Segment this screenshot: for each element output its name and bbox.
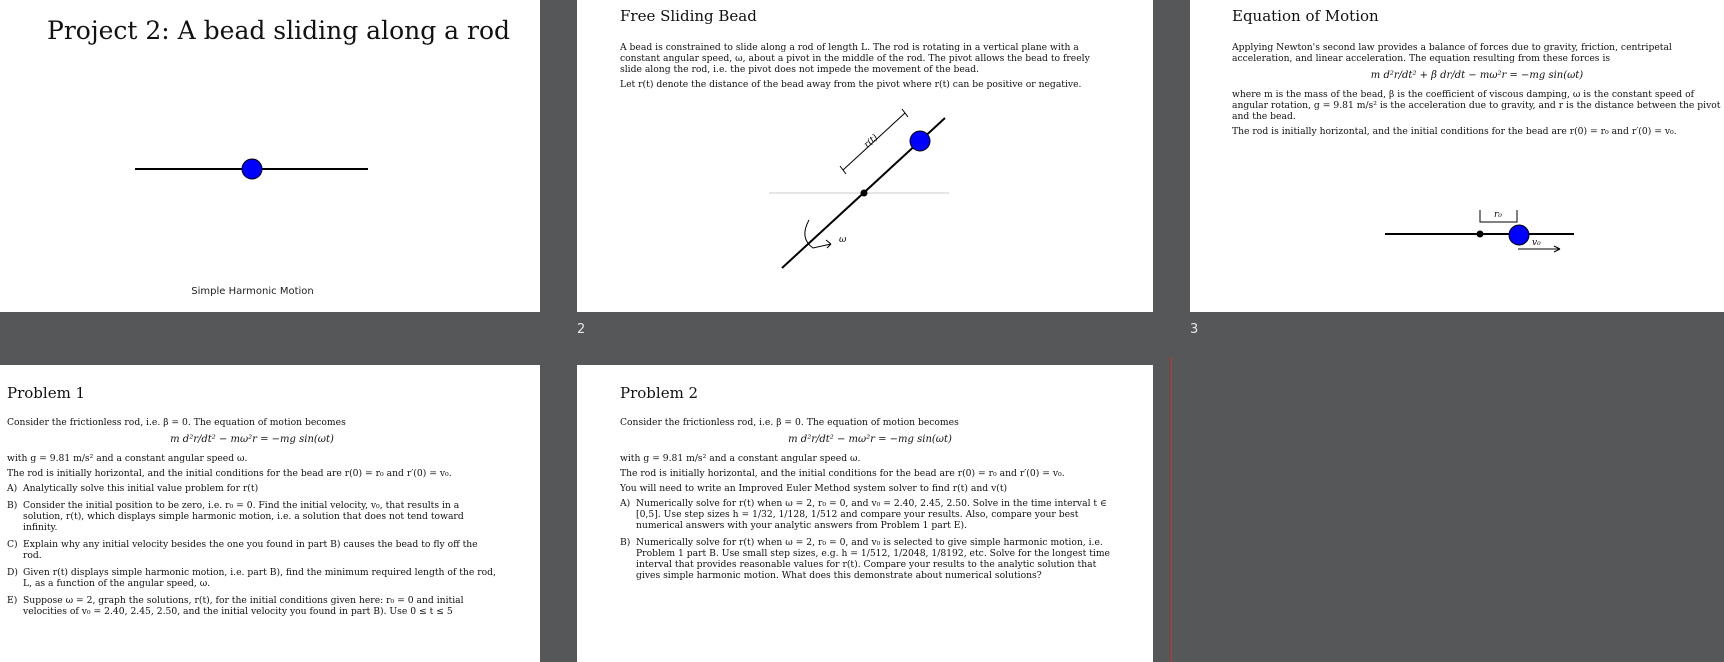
slide-5[interactable] bbox=[577, 365, 1153, 662]
r-label: r(t) bbox=[862, 132, 881, 151]
list-item: A) Numerically solve for r(t) when ω = 2, r₀ = 0, and v₀ = 2.40, 2.45, 2.50. Solve in the time interval t ∈ [0,5]. Use step sizes h = 1/32, 1/128, 1/512 and compare your results. Also, compare your best numerical answers with your analytic answers from Problem 1 part E). bbox=[620, 498, 1107, 531]
figure-caption: Simple Harmonic Motion bbox=[191, 286, 314, 297]
equation: m d²r/dt² − mω²r = −mg sin(ωt) bbox=[170, 434, 334, 445]
slide-4[interactable] bbox=[0, 365, 540, 662]
paragraph: with g = 9.81 m/s² and a constant angular speed ω. bbox=[7, 453, 248, 464]
paragraph: The rod is initially horizontal, and the initial conditions for the bead are r(0) = r₀ and r′(0) = v₀. bbox=[1232, 126, 1677, 137]
rotating-rod-diagram bbox=[577, 0, 1153, 312]
list-item: A) Analytically solve this initial value problem for r(t) bbox=[7, 483, 259, 494]
slide-title: Free Sliding Bead bbox=[620, 7, 757, 25]
insertion-cursor bbox=[1171, 357, 1172, 662]
slide-number: 3 bbox=[1190, 322, 1199, 337]
paragraph: Let r(t) denote the distance of the bead away from the pivot where r(t) can be positive or negative. bbox=[620, 79, 1082, 90]
list-item: B) Consider the initial position to be zero, i.e. r₀ = 0. Find the initial velocity, v₀, that results in a solution, r(t), which displays simple harmonic motion, i.e. a solution that does not tend toward infinity. bbox=[7, 500, 464, 533]
paragraph: Consider the frictionless rod, i.e. β = 0. The equation of motion becomes bbox=[7, 417, 346, 428]
slide-title: Problem 2 bbox=[620, 384, 699, 402]
paragraph: with g = 9.81 m/s² and a constant angular speed ω. bbox=[620, 453, 861, 464]
list-item: E) Suppose ω = 2, graph the solutions, r(t), for the initial conditions given here: r₀ = 0 and initial velocities of v₀ = 2.40, 2.45, 2.50, and the initial velocity you found in part B). Use 0 ≤ t ≤ 5 bbox=[7, 595, 464, 617]
slide-3[interactable] bbox=[1190, 0, 1724, 312]
list-item: C) Explain why any initial velocity besides the one you found in part B) causes the bead to fly off the rod. bbox=[7, 539, 478, 561]
list-item: B) Numerically solve for r(t) when ω = 2, r₀ = 0, and v₀ is selected to give simple harmonic motion, i.e. Problem 1 part B. Use small step sizes, e.g. h = 1/512, 1/2048, 1/8192, etc. Solve for the longest time interval that provides reasonable values for r(t). Compare your results to the analytic solution that gives simple harmonic motion. What does this demonstrate about numerical solutions? bbox=[620, 537, 1110, 581]
paragraph: where m is the mass of the bead, β is the coefficient of viscous damping, ω is the constant speed of angular rotation, g = 9.81 m/s² is the acceleration due to gravity, and r is the distance between the pivot and the bead. bbox=[1232, 89, 1721, 122]
equation: m d²r/dt² − mω²r = −mg sin(ωt) bbox=[788, 434, 952, 445]
paragraph: A bead is constrained to slide along a rod of length L. The rod is rotating in a vertical plane with a constant angular speed, ω, about a pivot in the middle of the rod. The pivot allows the bead to freely slide along the rod, i.e. the pivot does not impede the movement of the bead. bbox=[620, 42, 1090, 75]
slide-1[interactable] bbox=[0, 0, 540, 312]
paragraph: Applying Newton's second law provides a balance of forces due to gravity, friction, centripetal acceleration, and linear acceleration. The equation resulting from these forces is bbox=[1232, 42, 1672, 64]
equation: m d²r/dt² + β dr/dt − mω²r = −mg sin(ωt) bbox=[1370, 70, 1584, 81]
omega-label: ω bbox=[839, 235, 847, 245]
slide-title: Equation of Motion bbox=[1232, 7, 1379, 25]
list-item: D) Given r(t) displays simple harmonic motion, i.e. part B), find the minimum required length of the rod, L, as a function of the angular speed, ω. bbox=[7, 567, 496, 589]
paragraph: Consider the frictionless rod, i.e. β = 0. The equation of motion becomes bbox=[620, 417, 959, 428]
paragraph: The rod is initially horizontal, and the initial conditions for the bead are r(0) = r₀ and r′(0) = v₀. bbox=[7, 468, 452, 479]
slide-2[interactable] bbox=[577, 0, 1153, 312]
r0-label: r₀ bbox=[1494, 210, 1502, 220]
slide-title: Problem 1 bbox=[7, 384, 86, 402]
v0-label: v₀ bbox=[1532, 238, 1541, 248]
bead-on-rod-figure bbox=[0, 0, 540, 312]
initial-condition-diagram bbox=[1190, 0, 1724, 312]
slide-title: Project 2: A bead sliding along a rod bbox=[47, 16, 511, 45]
paragraph: You will need to write an Improved Euler Method system solver to find r(t) and v(t) bbox=[620, 483, 1008, 494]
slide-number: 2 bbox=[577, 322, 586, 337]
paragraph: The rod is initially horizontal, and the initial conditions for the bead are r(0) = r₀ and r′(0) = v₀. bbox=[620, 468, 1065, 479]
